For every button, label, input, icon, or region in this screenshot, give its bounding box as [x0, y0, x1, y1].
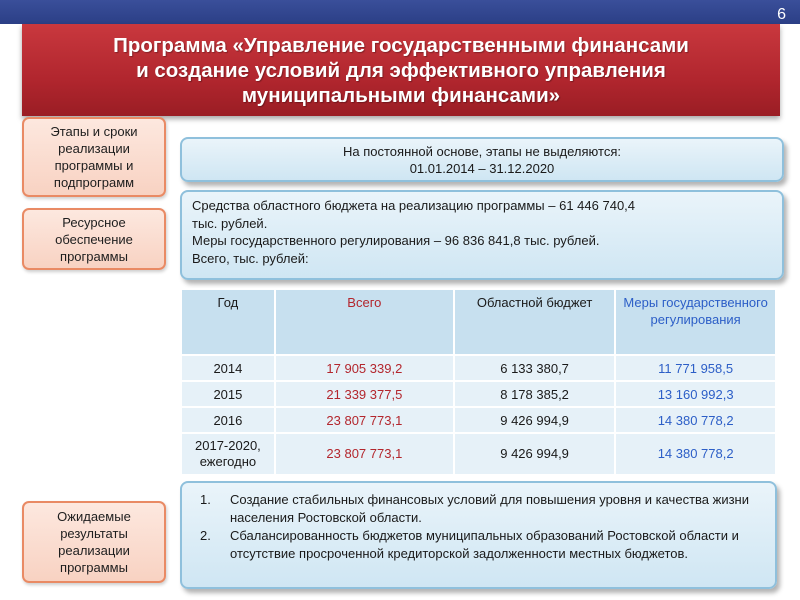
funding-text-line-3: Меры государственного регулирования – 96 836 841,8 тыс. рублей. — [192, 233, 600, 248]
stages-label: Этапы и сроки реализации программы и подпрограмм — [22, 117, 166, 197]
cell-year: 2017-2020, ежегодно — [181, 433, 275, 475]
table-row — [181, 407, 776, 433]
cell-measures: 14 380 778,2 — [615, 433, 776, 475]
list-item — [192, 491, 765, 526]
title-line-2: и создание условий для эффективного управления — [136, 58, 666, 82]
results-label: Ожидаемые результаты реализации программы — [22, 501, 166, 583]
result-number: 1. — [200, 492, 211, 507]
stages-text-line-1: На постоянной основе, этапы не выделяются: — [343, 143, 621, 159]
title-line-1: Программа «Управление государственными финансами — [113, 33, 689, 57]
stages-text-line-2: 01.01.2014 – 31.12.2020 — [409, 160, 555, 176]
header-year: Год — [181, 289, 275, 355]
results-box — [180, 481, 777, 589]
cell-year: 2014 — [181, 355, 275, 381]
cell-regional: 6 133 380,7 — [454, 355, 615, 381]
list-item — [192, 527, 765, 562]
slide-number: 6 — [777, 6, 786, 23]
results-list — [192, 491, 765, 562]
funding-text-line-4: Всего, тыс. рублей: — [192, 250, 309, 266]
table-header-row — [181, 289, 776, 355]
cell-total: 17 905 339,2 — [275, 355, 454, 381]
funding-text-line-2: тыс. рублей. — [192, 215, 268, 231]
resources-label: Ресурсное обеспечение программы — [22, 208, 166, 270]
result-text: Сбалансированность бюджетов муниципальных образований Ростовской области и отсутствие просроченной кредиторской задолженности местных бюджетов. — [230, 528, 739, 561]
cell-regional: 9 426 994,9 — [454, 407, 615, 433]
funding-box — [180, 190, 784, 280]
budget-table — [180, 288, 777, 476]
header-total: Всего — [275, 289, 454, 355]
title-banner — [22, 24, 780, 116]
top-bar — [0, 0, 800, 24]
cell-regional: 9 426 994,9 — [454, 433, 615, 475]
cell-year: 2016 — [181, 407, 275, 433]
table-row — [181, 355, 776, 381]
cell-year: 2015 — [181, 381, 275, 407]
cell-total: 23 807 773,1 — [275, 433, 454, 475]
header-measures: Меры государственного регулирования — [615, 289, 776, 355]
cell-total: 21 339 377,5 — [275, 381, 454, 407]
header-regional: Областной бюджет — [454, 289, 615, 355]
table-row — [181, 381, 776, 407]
table-row — [181, 433, 776, 475]
cell-measures: 11 771 958,5 — [615, 355, 776, 381]
cell-total: 23 807 773,1 — [275, 407, 454, 433]
funding-text-line-1: Средства областного бюджета на реализацию программы – 61 446 740,4 — [192, 198, 636, 213]
cell-measures: 14 380 778,2 — [615, 407, 776, 433]
result-number: 2. — [200, 528, 211, 543]
stages-box — [180, 137, 784, 182]
cell-measures: 13 160 992,3 — [615, 381, 776, 407]
title-line-3: муниципальными финансами» — [241, 83, 561, 107]
cell-regional: 8 178 385,2 — [454, 381, 615, 407]
result-text: Создание стабильных финансовых условий для повышения уровня и качества жизни населения Ростовской области. — [230, 492, 749, 525]
